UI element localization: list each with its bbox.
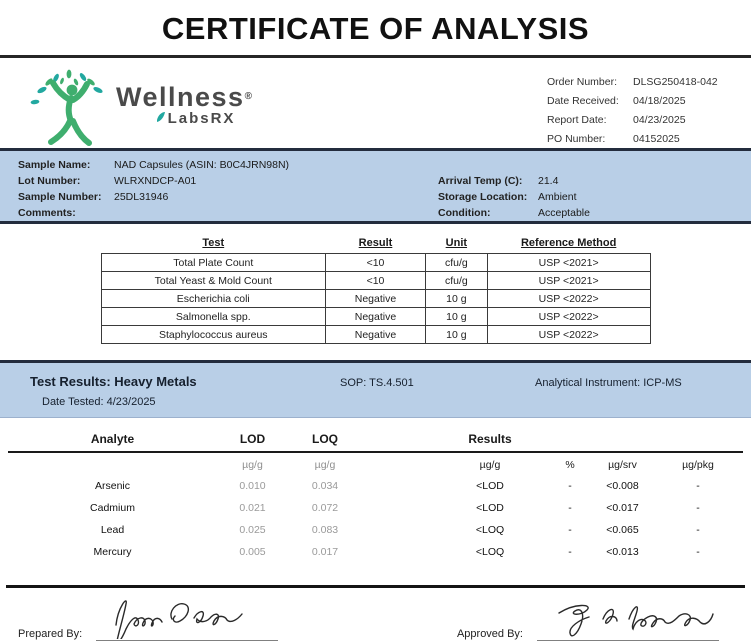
table-row xyxy=(10,519,741,541)
order-number-label: Order Number: xyxy=(547,76,618,88)
micro-header-reference: Reference Method xyxy=(520,237,617,249)
loq-cell: 0.083 xyxy=(311,524,339,536)
loq-cell: 0.017 xyxy=(311,546,339,558)
table-row xyxy=(10,475,741,497)
micro-table-section xyxy=(0,224,751,344)
sample-info-left xyxy=(18,157,438,217)
prepared-by-block xyxy=(18,628,278,641)
lod-unit: µg/g xyxy=(242,459,263,471)
date-received-label: Date Received: xyxy=(547,95,619,107)
micro-cell: 10 g xyxy=(425,326,487,344)
heavy-metals-header-row xyxy=(10,432,741,451)
analyte-cell: Lead xyxy=(100,524,125,536)
result-srv-cell: <0.017 xyxy=(606,502,639,514)
result-srv-cell: <0.065 xyxy=(606,524,639,536)
loq-unit: µg/g xyxy=(314,459,336,471)
logo-figure-icon xyxy=(26,68,112,157)
micro-header-result: Result xyxy=(358,237,393,249)
micro-cell: 10 g xyxy=(425,290,487,308)
arrival-temp-value: 21.4 xyxy=(538,175,559,187)
table-row xyxy=(101,254,650,272)
section-title: Test Results: Heavy Metals xyxy=(30,374,197,389)
page-title: CERTIFICATE OF ANALYSIS xyxy=(161,11,590,46)
micro-cell: Total Yeast & Mold Count xyxy=(101,272,326,290)
result-pkg-cell: - xyxy=(696,502,700,514)
date-received-value: 04/18/2025 xyxy=(633,95,686,107)
analyte-cell: Cadmium xyxy=(90,502,135,514)
micro-cell: 10 g xyxy=(425,308,487,326)
result-pkg-cell: - xyxy=(696,480,700,492)
micro-cell: Negative xyxy=(326,308,426,326)
prepared-signature xyxy=(108,591,258,639)
micro-header-test: Test xyxy=(202,237,225,249)
result-ugg-cell: <LOD xyxy=(476,480,504,492)
micro-cell: Staphylococcus aureus xyxy=(101,326,326,344)
approved-signature xyxy=(545,595,715,639)
lod-cell: 0.021 xyxy=(239,502,266,514)
loq-header: LOQ xyxy=(312,432,338,446)
micro-cell: USP <2021> xyxy=(487,272,650,290)
lot-number-label: Lot Number: xyxy=(18,175,81,187)
report-date-label: Report Date: xyxy=(547,114,607,126)
result-pct-cell: - xyxy=(568,524,572,536)
table-row xyxy=(10,497,741,519)
loq-cell: 0.034 xyxy=(311,480,339,492)
sample-number-value: 25DL31946 xyxy=(114,191,169,203)
lot-number-value: WLRXNDCP-A01 xyxy=(114,175,197,187)
lod-cell: 0.005 xyxy=(239,546,266,558)
result-pkg-cell: - xyxy=(696,546,700,558)
micro-cell: USP <2022> xyxy=(487,290,650,308)
result-pkg-cell: - xyxy=(696,524,700,536)
po-number-value: 04152025 xyxy=(633,133,680,145)
instrument-text: Analytical Instrument: ICP-MS xyxy=(535,377,682,389)
micro-header-unit: Unit xyxy=(445,237,468,249)
results-header: Results xyxy=(468,432,512,446)
order-info-panel xyxy=(547,68,737,145)
condition-label: Condition: xyxy=(438,207,491,219)
table-row xyxy=(101,290,650,308)
micro-cell: USP <2022> xyxy=(487,326,650,344)
micro-cell: Total Plate Count xyxy=(101,254,326,272)
sample-info-block xyxy=(0,148,751,224)
registered-mark: ® xyxy=(244,91,254,102)
order-number-value: DLSG250418-042 xyxy=(633,76,718,88)
result-unit-pkg: µg/pkg xyxy=(682,459,714,471)
report-header xyxy=(0,58,751,148)
lod-cell: 0.010 xyxy=(239,480,266,492)
storage-location-value: Ambient xyxy=(538,191,577,203)
result-pct-cell: - xyxy=(568,480,572,492)
approved-by-block xyxy=(457,628,719,641)
result-ugg-cell: <LOQ xyxy=(475,524,505,536)
report-date-value: 04/23/2025 xyxy=(633,114,686,126)
result-pct-cell: - xyxy=(568,546,572,558)
result-unit-srv: µg/srv xyxy=(608,459,637,471)
result-unit-ugg: µg/g xyxy=(479,459,501,471)
logo-brand-text: Wellness® xyxy=(116,82,254,112)
logo-sub-text: LabsRX xyxy=(116,110,253,127)
micro-cell: Salmonella spp. xyxy=(101,308,326,326)
heavy-metals-section-header xyxy=(0,360,751,418)
table-row xyxy=(10,541,741,563)
micro-cell: Escherichia coli xyxy=(101,290,326,308)
units-row xyxy=(10,453,741,475)
sample-name-label: Sample Name: xyxy=(18,159,91,171)
analyte-cell: Arsenic xyxy=(94,480,130,492)
micro-table xyxy=(101,234,651,344)
arrival-temp-label: Arrival Temp (C): xyxy=(438,175,523,187)
analyte-cell: Mercury xyxy=(93,546,132,558)
micro-cell: cfu/g xyxy=(425,272,487,290)
result-srv-cell: <0.008 xyxy=(606,480,639,492)
loq-cell: 0.072 xyxy=(311,502,339,514)
table-row xyxy=(101,326,650,344)
storage-location-label: Storage Location: xyxy=(438,191,528,203)
result-unit-pct: % xyxy=(565,459,575,471)
micro-cell: USP <2021> xyxy=(487,254,650,272)
result-srv-cell: <0.013 xyxy=(606,546,639,558)
condition-value: Acceptable xyxy=(538,207,590,219)
result-ugg-cell: <LOD xyxy=(476,502,504,514)
micro-cell: Negative xyxy=(326,290,426,308)
date-tested-text: Date Tested: 4/23/2025 xyxy=(42,396,156,408)
signature-section-divider xyxy=(6,585,745,588)
micro-cell: <10 xyxy=(326,272,426,290)
approved-by-label: Approved By: xyxy=(456,628,523,640)
result-ugg-cell: <LOQ xyxy=(475,546,505,558)
lod-header: LOD xyxy=(239,432,266,446)
logo-wordmark xyxy=(116,68,253,127)
table-row xyxy=(101,272,650,290)
micro-cell: cfu/g xyxy=(425,254,487,272)
lod-cell: 0.025 xyxy=(239,524,266,536)
micro-cell: USP <2022> xyxy=(487,308,650,326)
sop-text: SOP: TS.4.501 xyxy=(340,377,414,389)
table-row xyxy=(101,308,650,326)
result-pct-cell: - xyxy=(568,502,572,514)
micro-cell: Negative xyxy=(326,326,426,344)
heavy-metals-table xyxy=(0,418,751,563)
sample-info-right xyxy=(438,157,708,217)
analyte-header: Analyte xyxy=(90,432,135,446)
prepared-by-label: Prepared By: xyxy=(18,628,83,640)
micro-cell: <10 xyxy=(326,254,426,272)
wellness-labsrx-logo xyxy=(26,68,253,157)
comments-label: Comments: xyxy=(18,207,76,219)
po-number-label: PO Number: xyxy=(547,133,606,145)
sample-number-label: Sample Number: xyxy=(18,191,102,203)
sample-name-value: NAD Capsules (ASIN: B0C4JRN98N) xyxy=(114,159,290,171)
signature-row xyxy=(0,628,751,641)
leaf-icon xyxy=(155,110,166,127)
